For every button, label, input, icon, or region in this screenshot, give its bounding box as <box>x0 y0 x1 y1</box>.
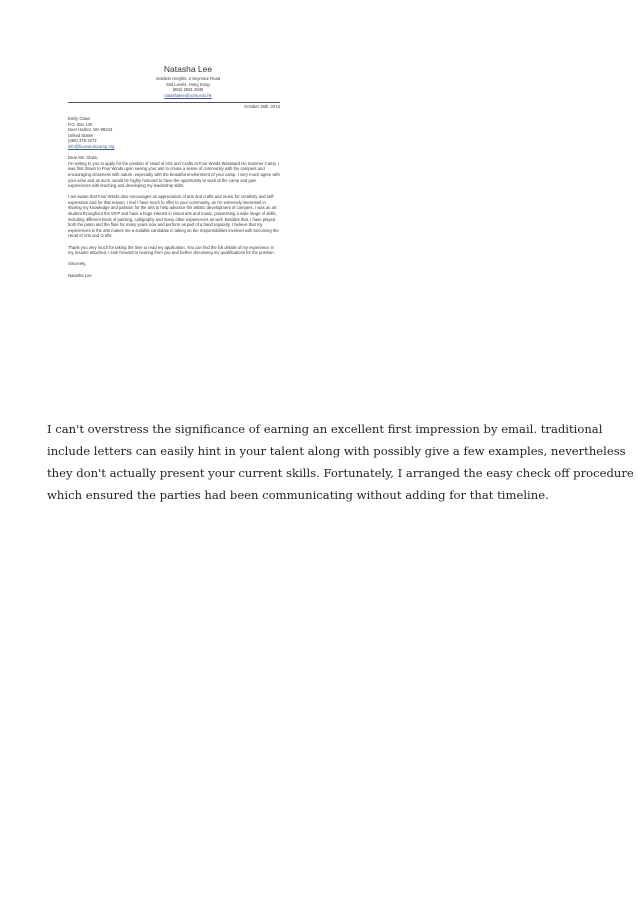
article-line: include letters can easily hint in your talent along with possibly give a few examples, nevertheless <box>47 444 626 458</box>
article-line: they don't actually present your current skills. Fortunately, I arranged the easy check off procedure <box>47 466 634 480</box>
sender-address-line-1: Goldwin Heights, 2 Seymour Road <box>155 76 221 81</box>
recipient-address-line-2: Deer Harbor, WA 98243 <box>68 127 113 133</box>
letter-date: October 28th, 2013 <box>244 104 280 110</box>
letter-paragraph: I'm writing to you to apply for the position of Head of Arts and Crafts at Four Winds Westward Ho Summer Camp. I was first drawn to Four Winds upon seeing your aim to create a sense of community with the campers and encouraging closeness with nature, especially with the beautiful environment of your camp. I very much agree with your aims and as such, would be highly honored to have the opportunity to work at the camp and gain experiences with teaching and developing my leadership skills. <box>68 160 280 189</box>
sender-email-link[interactable]: natashalee@cuhk.edu.hk <box>164 92 212 98</box>
recipient-address-line-3: United States <box>68 132 94 138</box>
letter-salutation <box>68 155 280 189</box>
sender-name: Natasha Lee <box>163 64 213 74</box>
recipient-address-line-1: P.O. Box 140 <box>68 121 93 127</box>
recipient-email-link[interactable]: info@fourwindscamp.org <box>68 143 115 149</box>
salutation-text: Dear Ms. Glass, <box>68 155 99 161</box>
recipient-block <box>68 116 280 150</box>
header-divider <box>68 102 280 103</box>
article-line: I can't overstress the significance of earning an excellent first impression by email. traditional <box>47 422 603 436</box>
letter-closing: Sincerely, <box>68 261 87 267</box>
article-paragraph <box>47 418 634 506</box>
article-line: which ensured the parties had been communicating without adding for that timeline. <box>47 488 549 502</box>
recipient-phone: (360) 376-2272 <box>68 138 97 144</box>
recipient-name: Emily Glass <box>68 115 91 121</box>
sender-phone: (852) 2561 2846 <box>172 87 204 93</box>
letter-signature: Natasha Lee <box>68 272 92 278</box>
cover-letter-image <box>68 64 280 278</box>
letter-paragraph: Thank you very much for taking the time to read my application. You can find the full details of my experience in my resume attached. I look forward to hearing from you and further discussing my qualifications for the position. <box>68 244 275 256</box>
sender-block <box>108 64 268 98</box>
sender-address-line-2: Mid Levels, Hong Kong <box>166 81 210 87</box>
letter-paragraph: I am aware that Four Winds also encourages an appreciation of arts and crafts and music for creativity and self-expression and for that reason, I feel I have much to offer to your community, as I'm extremely interested in sharing my knowledge and passion for the arts to help advance the artistic development of campers. I was an art student throughout the MYP and have a huge interest in visual arts and music, possessing a wide range of skills, including different kinds of painting, calligraphy and many other experiences as well. Besides that, I have played both the piano and the flute for many years now and perform as part of a band regularly. I believe that my experiences in the arts makes me a suitable candidate in taking on the responsibilities involved with becoming the Head of Arts and Crafts. <box>68 194 279 239</box>
